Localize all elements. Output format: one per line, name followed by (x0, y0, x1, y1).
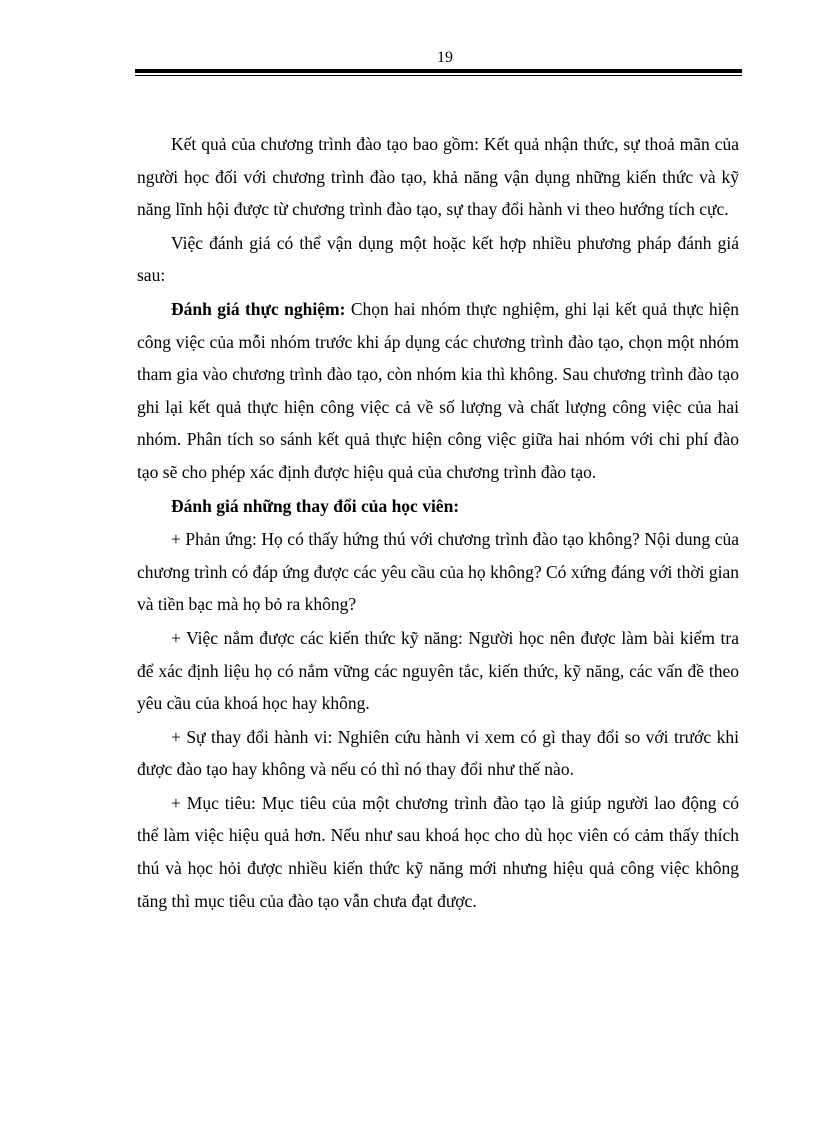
paragraph-knowledge-skills: + Việc nắm được các kiến thức kỹ năng: Người học nên được làm bài kiểm tra để xác định liệu họ có nắm vững các nguyên tắc, kiến thức, kỹ năng, các vấn đề theo yêu cầu của khoá học hay không. (137, 627, 739, 714)
paragraph-behavior-change: + Sự thay đổi hành vi: Nghiên cứu hành vi xem có gì thay đổi so với trước khi được đào tạo hay không và nếu có thì nó thay đổi như thế nào. (137, 726, 739, 780)
document-body (137, 128, 739, 918)
header-rule-thin (135, 75, 742, 76)
learner-changes-heading: Đánh giá những thay đổi của học viên: (171, 495, 460, 516)
paragraph-evaluation-methods: Việc đánh giá có thể vận dụng một hoặc kết hợp nhiều phương pháp đánh giá sau: (137, 232, 739, 286)
experimental-evaluation-text: Chọn hai nhóm thực nghiệm, ghi lại kết quả thực hiện công việc của mỗi nhóm trước khi áp dụng các chương trình đào tạo, chọn một nhóm tham gia vào chương trình đào tạo, còn nhóm kia thì không. Sau chương trình đào tạo ghi lại kết quả thực hiện công việc cả về số lượng và chất lượng công việc của hai nhóm. Phân tích so sánh kết quả thực hiện công việc giữa hai nhóm với chi phí đào tạo sẽ cho phép xác định được hiệu quả của chương trình đào tạo. (137, 298, 740, 482)
paragraph-experimental-evaluation (137, 293, 739, 489)
page-number: 19 (437, 49, 453, 66)
paragraph-reaction: + Phản ứng: Họ có thấy hứng thú với chương trình đào tạo không? Nội dung của chương trình có đáp ứng được các yêu cầu của họ không? Có xứng đáng với thời gian và tiền bạc mà họ bỏ ra không? (137, 529, 739, 615)
paragraph-results: Kết quả của chương trình đào tạo bao gồm: Kết quả nhận thức, sự thoả mãn của người học đối với chương trình đào tạo, khả năng vận dụng những kiến thức và kỹ năng lĩnh hội được từ chương trình đào tạo, sự thay đổi hành vi theo hướng tích cực. (137, 134, 739, 220)
header-rule-thick (135, 69, 742, 73)
paragraph-objectives: + Mục tiêu: Mục tiêu của một chương trình đào tạo là giúp người lao động có thể làm việc hiệu quả hơn. Nếu như sau khoá học cho dù học viên có cảm thấy thích thú và học hỏi được nhiều kiến thức kỹ năng mới nhưng hiệu quả công việc không tăng thì mục tiêu của đào tạo vẫn chưa đạt được. (137, 792, 739, 911)
experimental-evaluation-heading: Đánh giá thực nghiệm: (171, 298, 346, 319)
